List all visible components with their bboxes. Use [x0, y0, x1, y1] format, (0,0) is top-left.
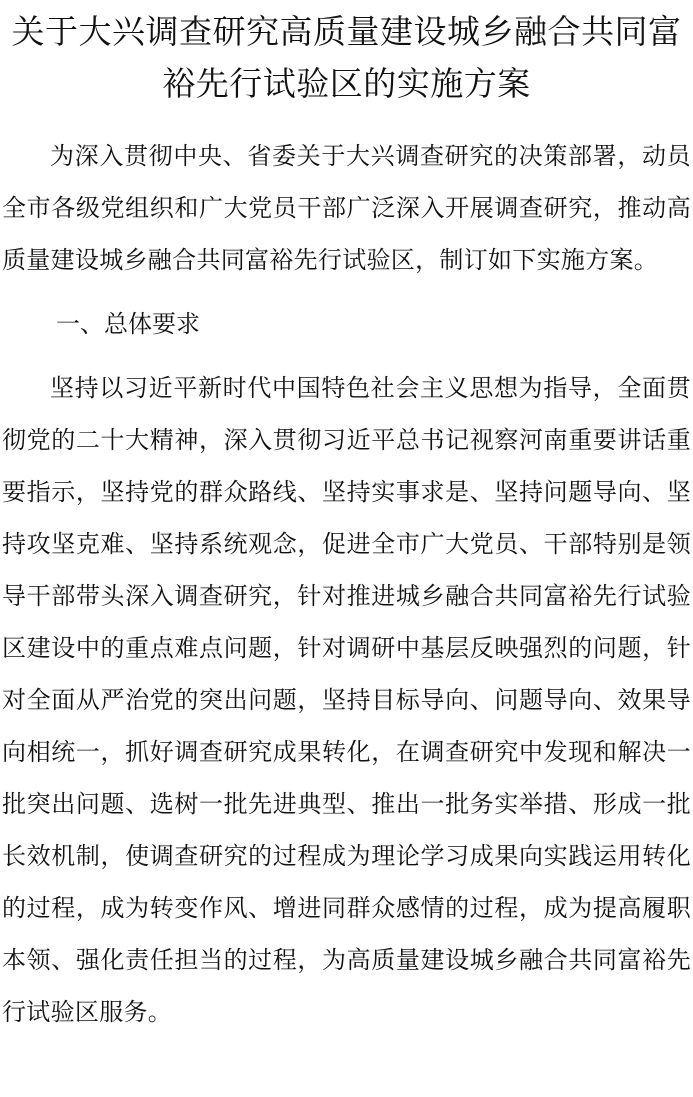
intro-paragraph: 为深入贯彻中央、省委关于大兴调查研究的决策部署，动员全市各级党组织和广大党员干部广泛深入开展调查研究，推动高质量建设城乡融合共同富裕先行试验区，制订如下实施方案。	[2, 142, 691, 274]
section-body-paragraph: 坚持以习近平新时代中国特色社会主义思想为指导，全面贯彻党的二十大精神，深入贯彻习近平总书记视察河南重要讲话重要指示，坚持党的群众路线、坚持实事求是、坚持问题导向、坚持攻坚克难、坚持系统观念，促进全市广大党员、干部特别是领导干部带头深入调查研究，针对推进城乡融合共同富裕先行试验区建设中的重点难点问题，针对调研中基层反映强烈的问题，针对全面从严治党的突出问题，坚持目标导向、问题导向、效果导向相统一，抓好调查研究成果转化，在调查研究中发现和解决一批突出问题、选树一批先进典型、推出一批务实举措、形成一批长效机制，使调查研究的过程成为理论学习成果向实践运用转化的过程，成为转变作风、增进同群众感情的过程，成为提高履职本领、强化责任担当的过程，为高质量建设城乡融合共同富裕先行试验区服务。	[2, 374, 691, 1026]
document-title: 关于大兴调查研究高质量建设城乡融合共同富裕先行试验区的实施方案	[11, 12, 682, 103]
section-heading: 一、总体要求	[56, 310, 200, 338]
